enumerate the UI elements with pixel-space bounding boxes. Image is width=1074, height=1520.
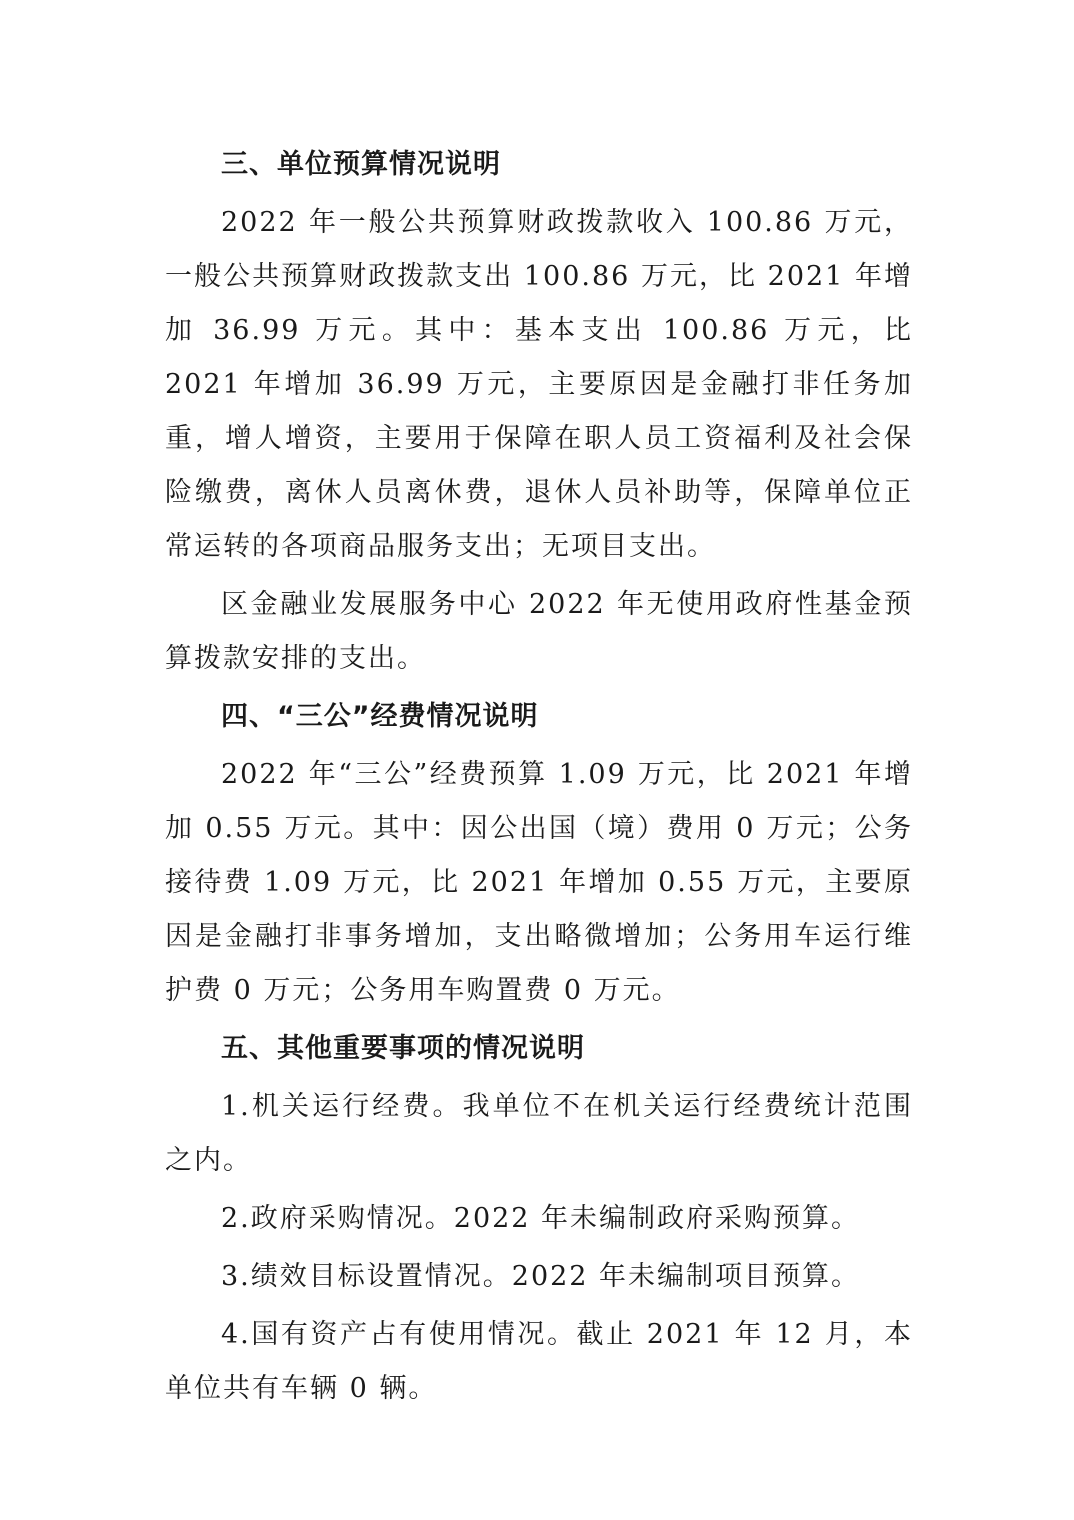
section-4-heading: 四、“三公”经费情况说明 (221, 701, 539, 732)
section-3-paragraph-1: 2022 年一般公共预算财政拨款收入 100.86 万元，一般公共预算财政拨款支出 100.86 万元，比 2021 年增加 36.99 万元。其中：基本支出 100.86 万元，比 2021 年增加 36.99 万元，主要原因是金融打非任务加重，增人增资，主要用于保障在职人员工资福利及社会保险缴费，离休人员离休费，退休人员补助等，保障单位正常运转的各项商品服务支出；无项目支出。 (165, 207, 913, 562)
section-5-item-4: 4.国有资产占有使用情况。截止 2021 年 12 月，本单位共有车辆 0 辆。 (165, 1319, 913, 1404)
section-5-item-3: 3.绩效目标设置情况。2022 年未编制项目预算。 (221, 1261, 861, 1292)
section-4-paragraph-1: 2022 年“三公”经费预算 1.09 万元，比 2021 年增加 0.55 万元。其中：因公出国（境）费用 0 万元；公务接待费 1.09 万元，比 2021 年增加 0.55 万元，主要原因是金融打非事务增加，支出略微增加；公务用车运行维护费 0 万元；公务用车购置费 0 万元。 (165, 759, 913, 1006)
section-3-paragraph-2: 区金融业发展服务中心 2022 年无使用政府性基金预算拨款安排的支出。 (165, 589, 913, 674)
section-5-item-2: 2.政府采购情况。2022 年未编制政府采购预算。 (221, 1203, 861, 1234)
document-page (165, 138, 913, 1420)
section-5-heading: 五、其他重要事项的情况说明 (221, 1033, 585, 1064)
section-3-heading: 三、单位预算情况说明 (221, 149, 501, 180)
section-5-item-1: 1.机关运行经费。我单位不在机关运行经费统计范围之内。 (165, 1091, 913, 1176)
